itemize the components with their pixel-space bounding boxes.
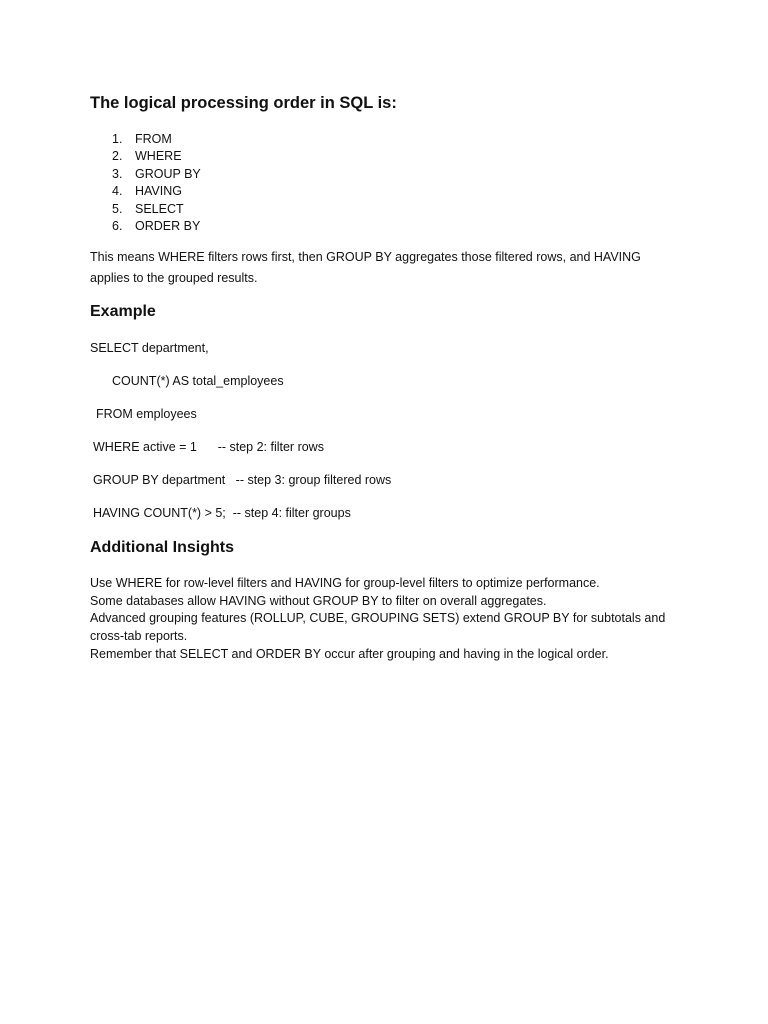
- heading-example: Example: [90, 303, 156, 320]
- insight-line: Use WHERE for row-level filters and HAVING for group-level filters to optimize performance.: [90, 576, 600, 590]
- list-text: GROUP BY: [135, 166, 201, 181]
- insight-line: Remember that SELECT and ORDER BY occur after grouping and having in the logical order.: [90, 646, 609, 661]
- list-number: 2.: [112, 149, 123, 164]
- heading-additional-insights: Additional Insights: [90, 539, 234, 556]
- code-line: SELECT department,: [90, 341, 209, 355]
- list-text: SELECT: [135, 201, 184, 216]
- insights-block: [90, 575, 680, 664]
- code-line: WHERE active = 1 -- step 2: filter rows: [93, 440, 324, 454]
- list-number: 3.: [112, 166, 123, 181]
- list-text: WHERE: [135, 149, 182, 164]
- code-line: FROM employees: [96, 407, 197, 421]
- code-line: GROUP BY department -- step 3: group filtered rows: [93, 473, 392, 487]
- list-number: 5.: [112, 201, 123, 216]
- list-number: 1.: [112, 132, 123, 146]
- explanation-paragraph: This means WHERE filters rows first, then GROUP BY aggregates those filtered rows, and HAVING applies to the grouped results.: [90, 250, 641, 285]
- list-text: HAVING: [135, 184, 182, 199]
- list-number: 4.: [112, 184, 123, 199]
- list-text: ORDER BY: [135, 218, 201, 233]
- insight-line: Advanced grouping features (ROLLUP, CUBE, GROUPING SETS) extend GROUP BY for subtotals and cross-tab reports.: [90, 611, 666, 644]
- code-line: COUNT(*) AS total_employees: [112, 374, 284, 388]
- heading-processing-order: The logical processing order in SQL is:: [90, 94, 397, 112]
- insight-line: Some databases allow HAVING without GROUP BY to filter on overall aggregates.: [90, 593, 547, 608]
- code-line: HAVING COUNT(*) > 5; -- step 4: filter groups: [93, 506, 351, 520]
- list-text: FROM: [135, 132, 172, 146]
- list-number: 6.: [112, 218, 123, 233]
